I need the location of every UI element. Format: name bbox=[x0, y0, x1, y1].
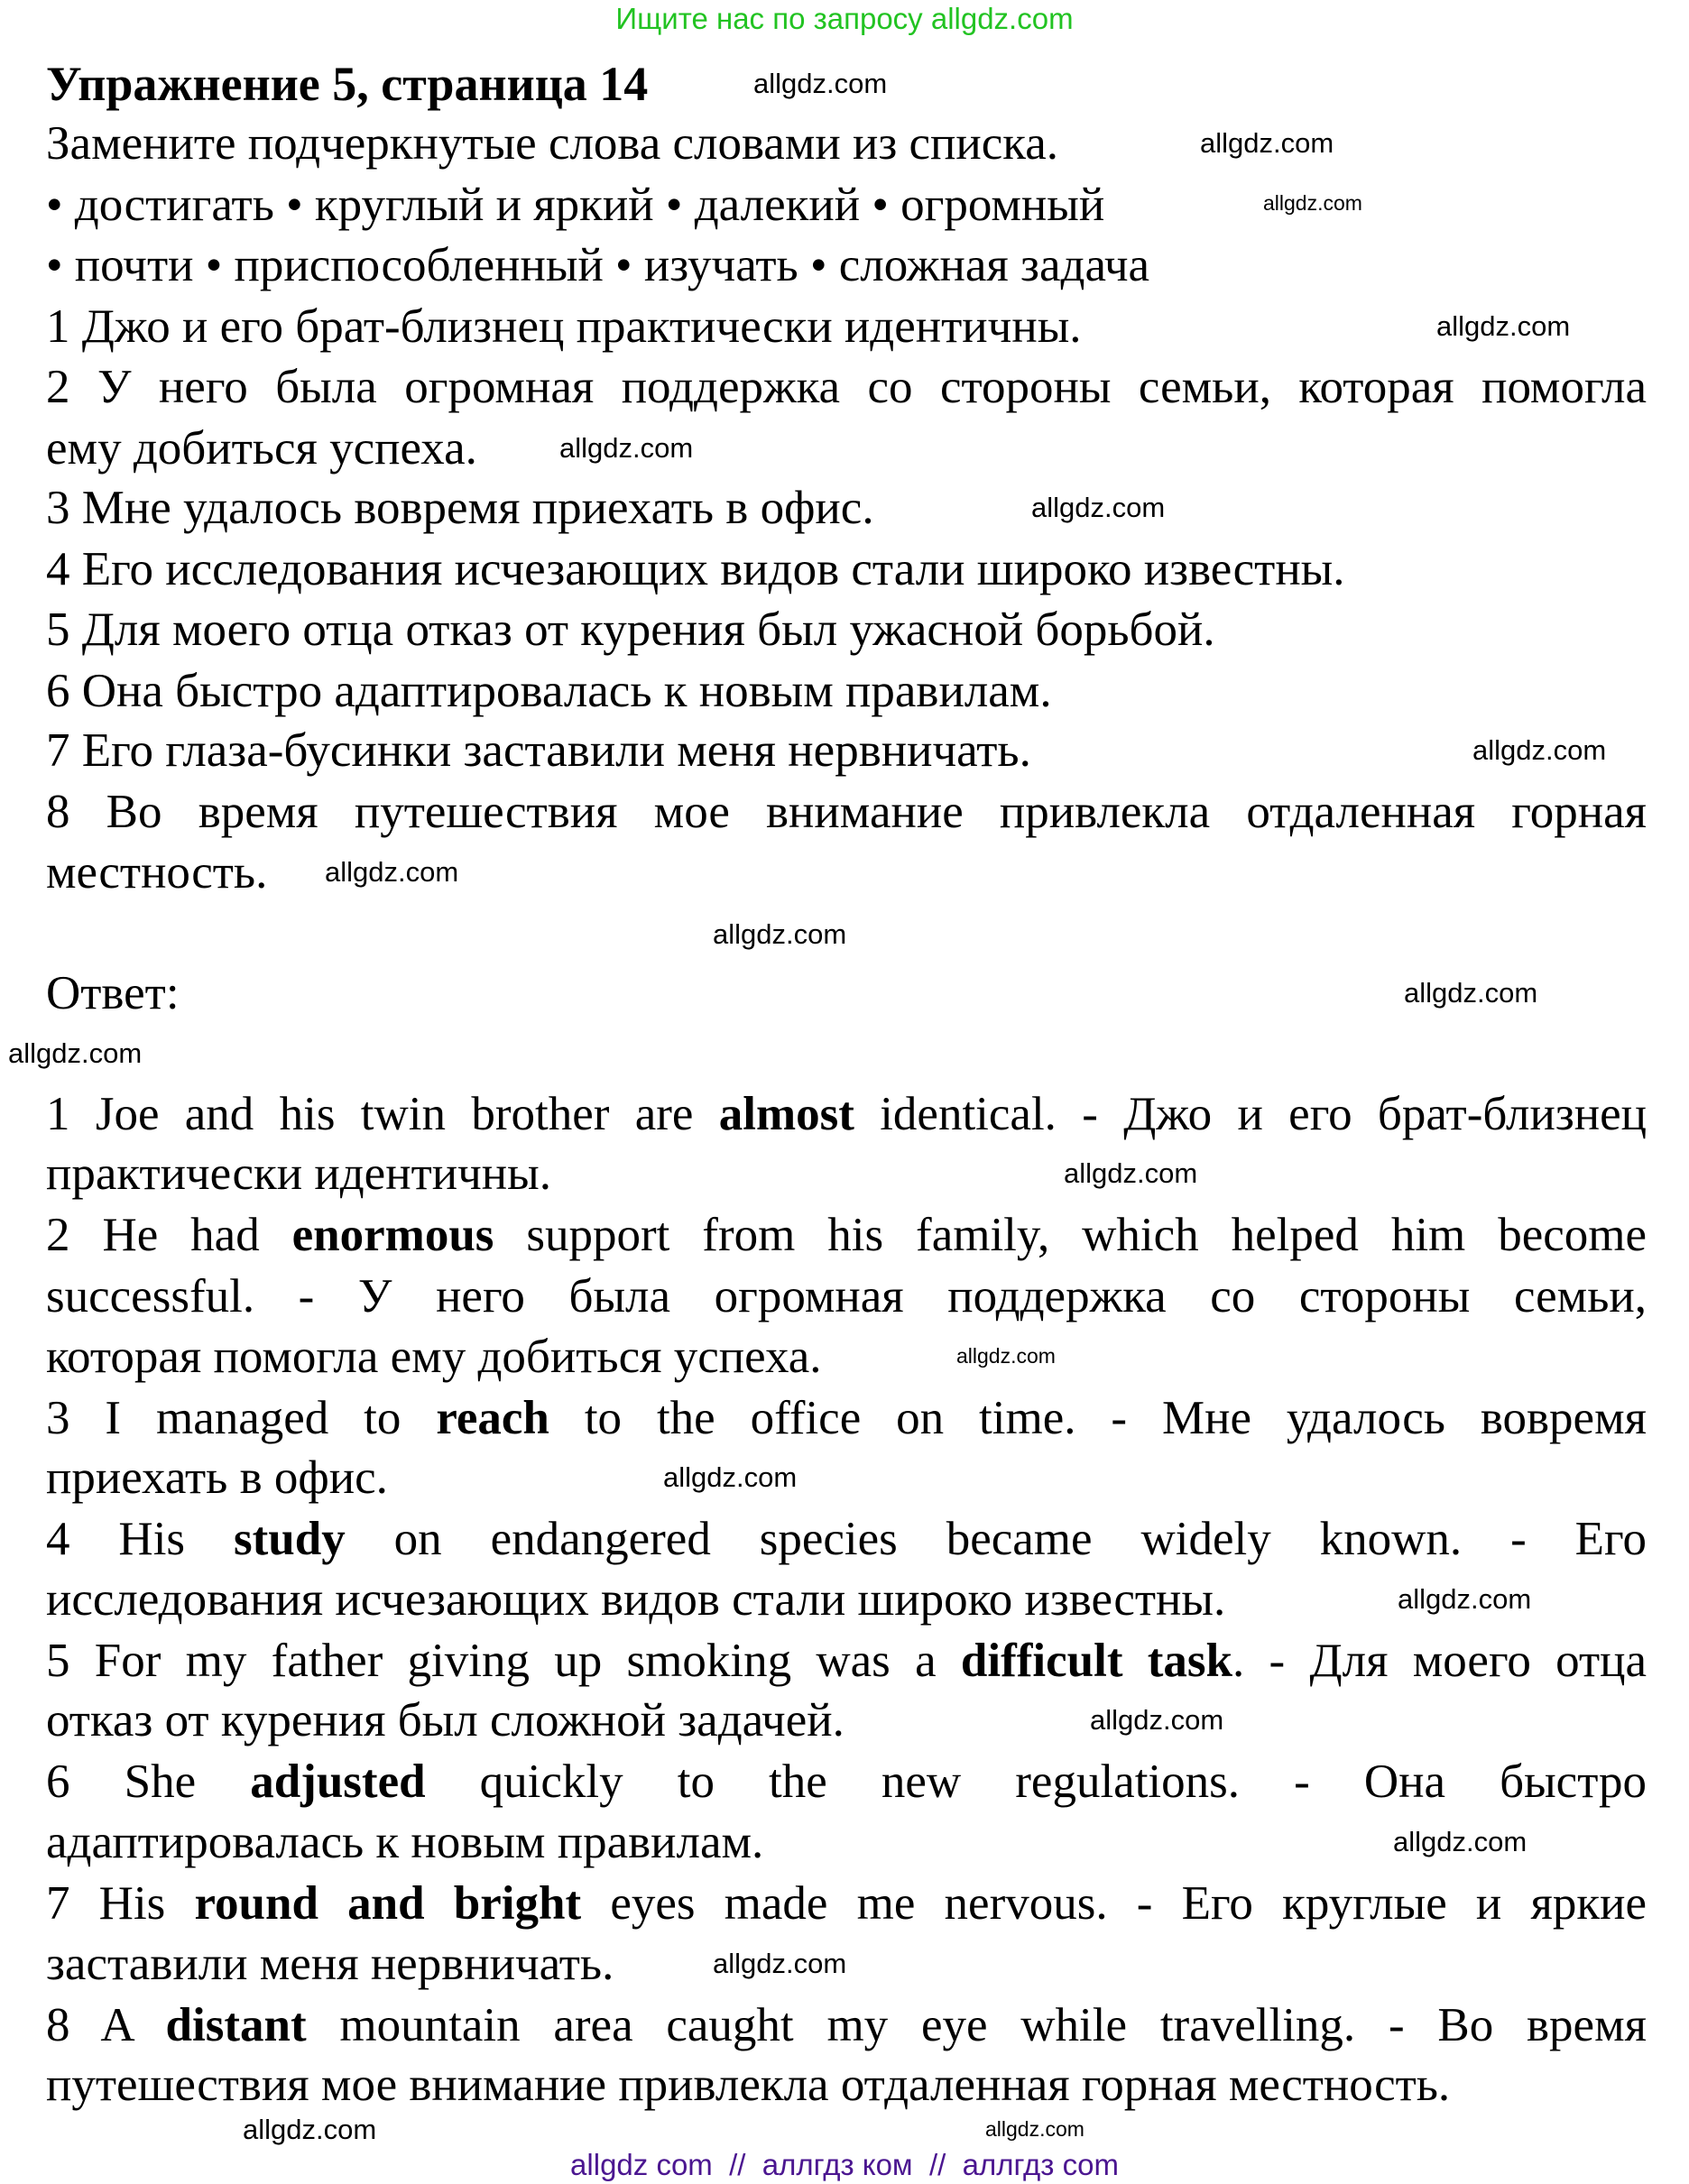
question-sentence: ему добиться успеха. bbox=[46, 422, 477, 475]
text-segment: on endangered species became widely known. - Его bbox=[345, 1513, 1647, 1565]
text-segment: 3 I managed to bbox=[46, 1392, 437, 1444]
question-sentence: местность. bbox=[46, 846, 268, 898]
answer-line bbox=[46, 1691, 844, 1751]
text-segment: successful. - У него была огромная поддержка со стороны семьи, bbox=[46, 1270, 1647, 1322]
text-segment: 5 For my father giving up smoking was a bbox=[46, 1635, 961, 1687]
footer-links: allgdz com // аллгдз ком // аллгдз com bbox=[570, 2148, 1119, 2181]
answer-line bbox=[46, 1812, 763, 1873]
word-list-line: • почти • приспособленный • изучать • сложная задача bbox=[46, 239, 1150, 291]
text-segment: путешествия мое внимание привлекла отдаленная горная местность. bbox=[46, 2059, 1451, 2111]
watermark: allgdz.com bbox=[663, 1461, 798, 1493]
text-segment: которая помогла ему добиться успеха. bbox=[46, 1331, 822, 1383]
answer-word: round and bright bbox=[194, 1877, 582, 1930]
text-segment: support from his family, which helped him become bbox=[494, 1209, 1647, 1261]
question-sentence: 2 У него была огромная поддержка со стороны семьи, которая помогла bbox=[46, 361, 1647, 413]
answer-word: distant bbox=[165, 1999, 307, 2051]
answer-line bbox=[46, 1995, 1647, 2056]
instruction: Замените подчеркнутые слова словами из списка. bbox=[46, 117, 1059, 170]
word-list-line: • достигать • круглый и яркий • далекий • огромный bbox=[46, 179, 1105, 231]
answer-line bbox=[46, 2055, 1450, 2115]
text-segment: приехать в офис. bbox=[46, 1451, 388, 1504]
text-segment: mountain area caught my eye while travelling. - Во время bbox=[306, 1999, 1647, 2051]
watermark: allgdz.com bbox=[1064, 1157, 1198, 1189]
watermark: allgdz.com bbox=[1263, 191, 1362, 215]
exercise-title: Упражнение 5, страница 14 bbox=[46, 57, 649, 111]
text-segment: 2 He had bbox=[46, 1209, 292, 1261]
search-banner: Ищите нас по запросу allgdz.com bbox=[615, 2, 1074, 35]
text-segment: 7 His bbox=[46, 1877, 195, 1930]
text-segment: to the office on time. - Мне удалось вовремя bbox=[549, 1392, 1647, 1444]
question-sentence: 5 Для моего отца отказ от курения был ужасной борьбой. bbox=[46, 604, 1215, 656]
text-segment: . - Для моего отца bbox=[1232, 1635, 1647, 1687]
answer-line bbox=[46, 1144, 551, 1204]
watermark: allgdz.com bbox=[713, 1948, 847, 1979]
text-segment: eyes made me nervous. - Его круглые и яркие bbox=[581, 1877, 1647, 1930]
text-segment: исследования исчезающих видов стали широко известны. bbox=[46, 1573, 1226, 1626]
answer-line bbox=[46, 1874, 1647, 1934]
answer-line bbox=[46, 1448, 388, 1508]
text-segment: identical. - Джо и его брат-близнец bbox=[854, 1088, 1647, 1140]
answer-line bbox=[46, 1631, 1647, 1691]
answer-line bbox=[46, 1205, 1647, 1266]
answer-line bbox=[46, 1752, 1647, 1812]
watermark: allgdz.com bbox=[1031, 492, 1166, 523]
question-sentence: 1 Джо и его брат-близнец практически идентичны. bbox=[46, 300, 1082, 353]
answer-label: Ответ: bbox=[46, 967, 180, 1019]
answer-line bbox=[46, 1084, 1647, 1145]
question-sentence: 8 Во время путешествия мое внимание привлекла отдаленная горная bbox=[46, 786, 1647, 838]
watermark: allgdz.com bbox=[1090, 1704, 1224, 1736]
question-sentence: 4 Его исследования исчезающих видов стали широко известны. bbox=[46, 543, 1345, 595]
text-segment: 1 Joe and his twin brother are bbox=[46, 1088, 719, 1140]
question-sentence: 7 Его глаза-бусинки заставили меня нервничать. bbox=[46, 724, 1031, 777]
text-segment: 4 His bbox=[46, 1513, 234, 1565]
answer-line bbox=[46, 1327, 822, 1387]
text-segment: 8 A bbox=[46, 1999, 166, 2051]
watermark: allgdz.com bbox=[325, 856, 459, 888]
watermark: allgdz.com bbox=[1436, 310, 1571, 342]
watermark: allgdz.com bbox=[559, 432, 694, 464]
answer-word: enormous bbox=[291, 1209, 494, 1261]
answer-word: reach bbox=[436, 1392, 549, 1444]
watermark: allgdz.com bbox=[1404, 977, 1538, 1009]
answer-word: almost bbox=[718, 1088, 854, 1140]
answer-line bbox=[46, 1388, 1647, 1449]
text-segment: практически идентичны. bbox=[46, 1147, 551, 1200]
watermark: allgdz.com bbox=[1398, 1583, 1532, 1615]
answer-line bbox=[46, 1509, 1647, 1570]
watermark: allgdz.com bbox=[985, 2117, 1084, 2141]
answer-line bbox=[46, 1934, 614, 1995]
watermark: allgdz.com bbox=[753, 68, 888, 99]
question-sentence: 3 Мне удалось вовремя приехать в офис. bbox=[46, 482, 874, 534]
watermark: allgdz.com bbox=[1393, 1826, 1527, 1857]
answer-word: difficult task bbox=[960, 1635, 1233, 1687]
answer-word: study bbox=[233, 1513, 346, 1565]
text-segment: отказ от курения был сложной задачей. bbox=[46, 1694, 844, 1746]
text-segment: quickly to the new regulations. - Она быстро bbox=[425, 1755, 1647, 1808]
question-sentence: 6 Она быстро адаптировалась к новым правилам. bbox=[46, 665, 1052, 717]
watermark: allgdz.com bbox=[8, 1037, 143, 1069]
text-segment: 6 She bbox=[46, 1755, 251, 1808]
watermark: allgdz.com bbox=[243, 2114, 377, 2145]
text-segment: адаптировалась к новым правилам. bbox=[46, 1816, 764, 1868]
text-segment: заставили меня нервничать. bbox=[46, 1938, 614, 1990]
answer-word: adjusted bbox=[250, 1755, 426, 1808]
watermark: allgdz.com bbox=[1472, 734, 1607, 766]
watermark: allgdz.com bbox=[713, 918, 847, 950]
watermark: allgdz.com bbox=[1200, 127, 1334, 159]
watermark: allgdz.com bbox=[956, 1344, 1056, 1368]
answer-line bbox=[46, 1570, 1225, 1630]
answer-line bbox=[46, 1267, 1647, 1327]
